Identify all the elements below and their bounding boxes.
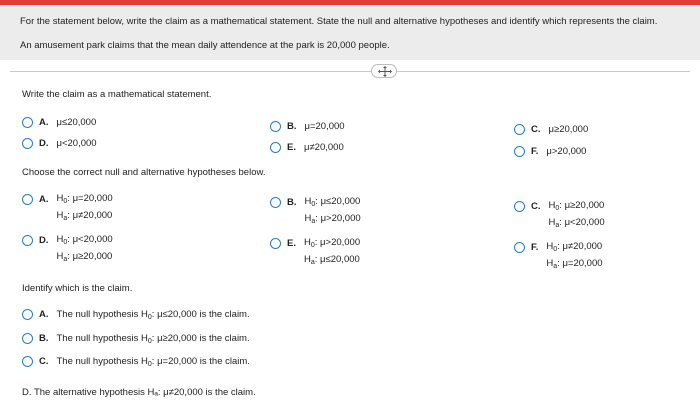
q1-option-d[interactable]	[22, 138, 97, 149]
null-hypothesis: $H_0$: μ≠20,000	[546, 241, 603, 253]
alt-hypothesis: $H_a$: μ≤20,000	[303, 254, 360, 266]
q1-option-e[interactable]	[270, 142, 344, 153]
q2-option-d[interactable]	[22, 235, 113, 267]
option-text: μ>20,000	[546, 146, 587, 157]
q2-option-b[interactable]	[270, 197, 361, 229]
alt-hypothesis: $H_a$: μ=20,000	[546, 258, 603, 270]
q1-option-f[interactable]	[514, 146, 586, 157]
option-letter: A.	[39, 194, 49, 205]
move-icon	[378, 66, 392, 77]
radio-button[interactable]	[514, 146, 525, 157]
option-letter: C.	[531, 124, 541, 135]
question-header	[0, 5, 700, 60]
option-letter: E.	[287, 142, 296, 153]
radio-button[interactable]	[22, 138, 33, 149]
q2-option-f[interactable]	[514, 242, 603, 274]
null-hypothesis: $H_0$: μ<20,000	[56, 234, 113, 246]
option-letter: D.	[39, 235, 49, 246]
q2-option-e[interactable]	[270, 238, 360, 270]
option-letter: F.	[531, 146, 539, 157]
option-letter: F.	[531, 242, 539, 253]
q3-option-a[interactable]	[22, 309, 250, 321]
q1-prompt: Write the claim as a mathematical statement.	[22, 89, 212, 100]
alt-hypothesis: $H_a$: μ≠20,000	[56, 210, 113, 222]
q3-option-b[interactable]	[22, 333, 250, 345]
radio-button[interactable]	[270, 142, 281, 153]
null-hypothesis: $H_0$: μ≤20,000	[304, 196, 361, 208]
null-hypothesis: $H_0$: μ>20,000	[303, 237, 361, 249]
radio-button[interactable]	[22, 235, 33, 246]
option-letter: A.	[39, 309, 49, 320]
radio-button[interactable]	[270, 238, 281, 249]
radio-button[interactable]	[270, 197, 281, 208]
option-text: The null hypothesis $H_0$: μ=20,000 is the claim.	[56, 356, 250, 368]
alt-hypothesis: $H_a$: μ≥20,000	[56, 251, 113, 263]
option-letter: C.	[531, 201, 541, 212]
radio-button[interactable]	[22, 117, 33, 128]
radio-button[interactable]	[514, 242, 525, 253]
option-text: μ≠20,000	[303, 142, 344, 153]
move-handle[interactable]	[371, 64, 397, 78]
q3-prompt: Identify which is the claim.	[22, 283, 133, 294]
q1-option-a[interactable]	[22, 117, 96, 128]
radio-button[interactable]	[22, 309, 33, 320]
radio-button[interactable]	[514, 201, 525, 212]
null-hypothesis: $H_0$: μ=20,000	[56, 193, 113, 205]
radio-button[interactable]	[270, 121, 281, 132]
instruction-text: For the statement below, write the claim as a mathematical statement. State the null and alternative hypotheses and identify which represents the claim.	[20, 16, 658, 27]
option-text: D. The alternative hypothesis Hₐ: μ≠20,000 is the claim.	[22, 387, 256, 398]
option-text: μ=20,000	[304, 121, 345, 132]
option-letter: A.	[39, 117, 49, 128]
q3-option-d-cutoff[interactable]	[22, 387, 262, 409]
alt-hypothesis: $H_a$: μ<20,000	[548, 217, 605, 229]
option-text: The null hypothesis $H_0$: μ≤20,000 is the claim.	[56, 309, 250, 321]
radio-button[interactable]	[22, 333, 33, 344]
null-hypothesis: $H_0$: μ≥20,000	[548, 200, 605, 212]
alt-hypothesis: $H_a$: μ>20,000	[304, 213, 361, 225]
option-letter: B.	[287, 121, 297, 132]
option-letter: B.	[287, 197, 297, 208]
option-letter: D.	[39, 138, 49, 149]
option-text: μ<20,000	[56, 138, 97, 149]
option-letter: B.	[39, 333, 49, 344]
option-letter: C.	[39, 356, 49, 367]
radio-button[interactable]	[22, 194, 33, 205]
radio-button[interactable]	[514, 124, 525, 135]
q2-prompt: Choose the correct null and alternative hypotheses below.	[22, 167, 266, 178]
option-text: μ≥20,000	[548, 124, 589, 135]
q1-option-b[interactable]	[270, 121, 345, 132]
radio-button[interactable]	[22, 356, 33, 367]
q2-option-c[interactable]	[514, 201, 605, 233]
q1-option-c[interactable]	[514, 124, 588, 135]
option-letter: E.	[287, 238, 296, 249]
q2-option-a[interactable]	[22, 194, 113, 226]
option-text: μ≤20,000	[56, 117, 97, 128]
q3-option-c[interactable]	[22, 356, 250, 368]
section-divider	[10, 71, 690, 72]
statement-text: An amusement park claims that the mean daily attendence at the park is 20,000 people.	[20, 40, 390, 51]
option-text: The null hypothesis $H_0$: μ≥20,000 is the claim.	[56, 333, 250, 345]
